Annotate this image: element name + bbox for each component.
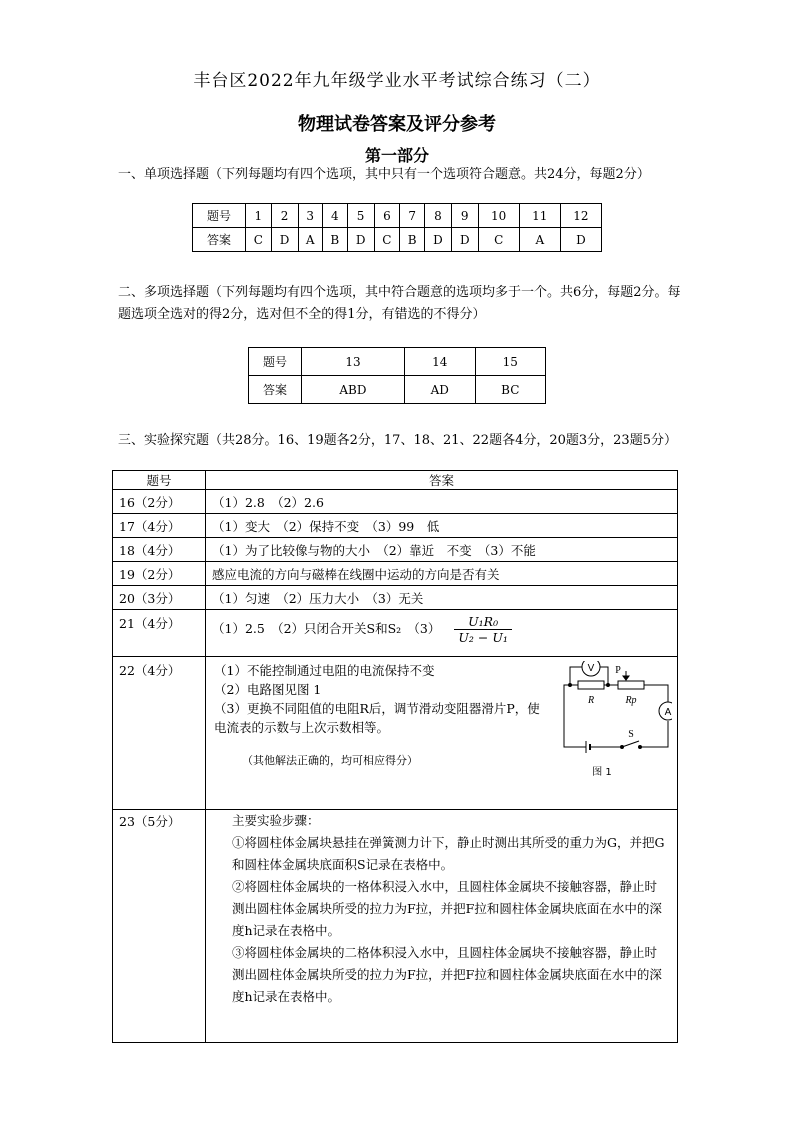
table-row (193, 204, 602, 228)
question-number: 23（5分） (113, 810, 206, 1043)
circuit-diagram (542, 661, 672, 781)
column-header-answer: 答案 (206, 471, 678, 490)
section2-table (248, 347, 546, 404)
table-row (249, 348, 546, 376)
slider-label: P (615, 665, 621, 676)
answer-cell: ABD (302, 376, 405, 404)
table-row (113, 562, 678, 586)
question-number: 6 (374, 204, 400, 228)
table-row (193, 228, 602, 252)
answer-cell: （1）为了比较像与物的大小 （2）靠近 不变 （3）不能 (206, 538, 678, 562)
answer-cell: C (478, 228, 519, 252)
table-row (113, 610, 678, 657)
experiment-step: ①将圆柱体金属块悬挂在弹簧测力计下，静止时测出其所受的重力为G，并把G和圆柱体金属块底面积S记录在表格中。 (232, 835, 665, 872)
exam-title: 丰台区2022年九年级学业水平考试综合练习（二） (193, 71, 601, 91)
rheostat-symbol (618, 681, 644, 689)
experiment-step: ③将圆柱体金属块的二格体积浸入水中，且圆柱体金属块不接触容器，静止时测出圆柱体金属块所受的拉力为F拉，并把F拉和圆柱体金属块底面在水中的深度h记录在表格中。 (232, 945, 662, 1004)
answer-cell: D (347, 228, 374, 252)
question-number: 21（4分） (113, 610, 206, 657)
question-number: 17（4分） (113, 514, 206, 538)
question-number: 7 (400, 204, 425, 228)
answer-cell (206, 657, 678, 810)
answer-line: （1）不能控制通过电阻的电流保持不变 (214, 663, 435, 678)
answer-cell: 感应电流的方向与磁棒在线圈中运动的方向是否有关 (206, 562, 678, 586)
question-number: 16（2分） (113, 490, 206, 514)
slider-arrowhead (623, 676, 629, 680)
answer-cell: D (560, 228, 601, 252)
question-number: 13 (302, 348, 405, 376)
section1-description: 一、单项选择题（下列每题均有四个选项，其中只有一个选项符合题意。共24分，每题2分） (118, 167, 650, 182)
question-number: 15 (475, 348, 545, 376)
question-number: 22（4分） (113, 657, 206, 810)
table-row (113, 471, 678, 490)
question-number: 12 (560, 204, 601, 228)
table-row (113, 514, 678, 538)
question-number: 5 (347, 204, 374, 228)
answer-cell: BC (475, 376, 545, 404)
answer-cell: D (271, 228, 298, 252)
question-number: 2 (271, 204, 298, 228)
fraction-denominator: U₂ − U₁ (458, 630, 508, 645)
question-number: 11 (519, 204, 560, 228)
table-row (113, 810, 678, 1043)
switch-lever (622, 741, 639, 747)
switch-label: S (628, 729, 634, 740)
section3-description: 三、实验探究题（共28分。16、19题各2分，17、18、21、22题各4分，20题3分，23题5分） (118, 433, 677, 448)
resistor-symbol (578, 681, 604, 689)
switch-contact (621, 746, 624, 749)
section3-table (112, 470, 678, 1043)
part-heading: 第一部分 (364, 146, 429, 165)
resistor-label: R (587, 695, 595, 706)
formula-fraction (454, 614, 512, 645)
experiment-step: ②将圆柱体金属块的一格体积浸入水中，且圆柱体金属块不接触容器，静止时测出圆柱体金属块所受的拉力为F拉，并把F拉和圆柱体金属块底面在水中的深度h记录在表格中。 (232, 879, 662, 938)
column-header-question: 题号 (113, 471, 206, 490)
answer-cell: B (400, 228, 425, 252)
question-number: 8 (425, 204, 452, 228)
question-number: 18（4分） (113, 538, 206, 562)
answer-cell: AD (404, 376, 475, 404)
question-number: 1 (246, 204, 272, 228)
answer-cell: （1）匀速 （2）压力大小 （3）无关 (206, 586, 678, 610)
junction-dot (607, 684, 610, 687)
question-number: 9 (451, 204, 478, 228)
figure-caption: 图 1 (592, 767, 612, 778)
question-number: 3 (298, 204, 322, 228)
row-label: 答案 (249, 376, 302, 404)
answer-line: （2）电路图见图 1 (214, 682, 322, 697)
question-number: 20（3分） (113, 586, 206, 610)
section1-table (192, 203, 602, 252)
answer-text: （1）2.5 （2）只闭合开关S和S₂ （3） (212, 621, 441, 636)
circuit-wire (644, 685, 668, 702)
answer-cell: C (374, 228, 400, 252)
fraction-numerator: U₁R₀ (454, 614, 512, 630)
question-number: 10 (478, 204, 519, 228)
question-number: 4 (322, 204, 347, 228)
section2-description: 二、多项选择题（下列每题均有四个选项，其中符合题意的选项均多于一个。共6分，每题2分。每题选项全选对的得2分，选对但不全的得1分，有错选的不得分） (118, 285, 681, 322)
table-row (113, 657, 678, 810)
circuit-wire (564, 685, 578, 703)
answer-cell (206, 610, 678, 657)
rheostat-label: Rp (625, 695, 637, 706)
question-number: 14 (404, 348, 475, 376)
row-label: 答案 (193, 228, 246, 252)
answer-cell: （1）变大 （2）保持不变 （3）99 低 (206, 514, 678, 538)
answer-cell: A (298, 228, 322, 252)
voltmeter-wire (570, 667, 582, 685)
row-label: 题号 (193, 204, 246, 228)
circuit-wire (640, 721, 668, 747)
question-number: 19（2分） (113, 562, 206, 586)
scoring-note: （其他解法正确的，均可相应得分） (242, 754, 418, 767)
table-row (249, 376, 546, 404)
answer-cell: C (246, 228, 272, 252)
voltmeter-label: V (587, 663, 595, 674)
table-row (113, 538, 678, 562)
circuit-wire (564, 703, 586, 747)
steps-intro: 主要实验步骤： (232, 813, 320, 828)
answer-cell (206, 810, 678, 1043)
answer-key-title: 物理试卷答案及评分参考 (298, 114, 496, 135)
answer-cell: D (425, 228, 452, 252)
row-label: 题号 (249, 348, 302, 376)
ammeter-label: A (664, 707, 672, 718)
junction-dot (569, 684, 572, 687)
answer-line: （3）更换不同阻值的电阻R后，调节滑动变阻器滑片P，使电流表的示数与上次示数相等。 (214, 701, 540, 735)
answer-cell: B (322, 228, 347, 252)
answer-cell: D (451, 228, 478, 252)
table-row (113, 490, 678, 514)
answer-cell: （1）2.8 （2）2.6 (206, 490, 678, 514)
answer-cell: A (519, 228, 560, 252)
table-row (113, 586, 678, 610)
